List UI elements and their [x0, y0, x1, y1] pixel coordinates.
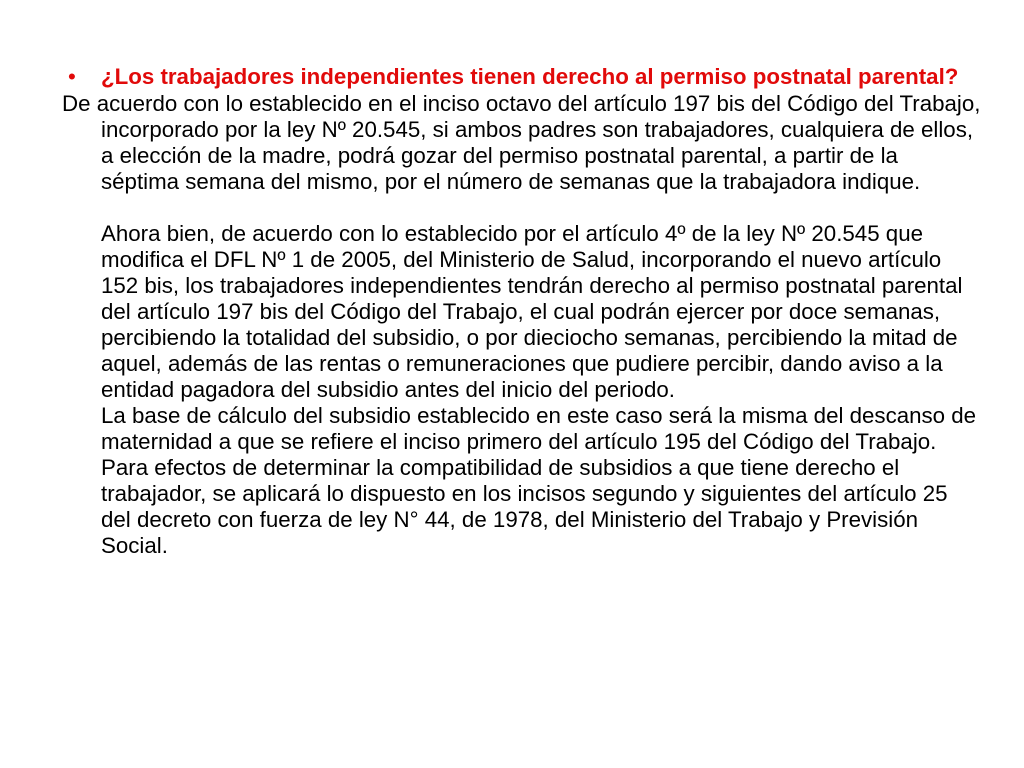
answer-paragraph-2: Ahora bien, de acuerdo con lo establecido por el artículo 4º de la ley Nº 20.545 que modifica el DFL Nº 1 de 2005, del Ministerio de Salud, incorporando el nuevo artículo 152 bis, los trabajadores independientes tendrán derecho al permiso postnatal parental del artículo 197 bis del Código del Trabajo, el cual podrán ejercer por doce semanas, percibiendo la totalidad del subsidio, o por dieciocho semanas, percibiendo la mitad de aquel, además de las rentas o remuneraciones que pudiere percibir, dando aviso a la entidad pagadora del subsidio antes del inicio del periodo.: [101, 221, 963, 402]
answer-paragraph-1: De acuerdo con lo establecido en el inciso octavo del artículo 197 bis del Código del Trabajo, incorporado por la ley Nº 20.545, si ambos padres son trabajadores, cualquiera de ellos, a elección de la madre, podrá gozar del permiso postnatal parental, a partir de la séptima semana del mismo, por el número de semanas que la trabajadora indique.: [62, 91, 981, 194]
question-heading: ¿Los trabajadores independientes tienen derecho al permiso postnatal parental?: [101, 64, 959, 89]
answer-paragraph-3: La base de cálculo del subsidio establecido en este caso será la misma del descanso de maternidad a que se refiere el inciso primero del artículo 195 del Código del Trabajo. Para efectos de determinar la compatibilidad de subsidios a que tiene derecho el trabajador, se aplicará lo dispuesto en los incisos segundo y siguientes del artículo 25 del decreto con fuerza de ley N° 44, de 1978, del Ministerio del Trabajo y Previsión Social.: [101, 403, 977, 558]
paragraph-spacer: [62, 195, 982, 221]
slide-content: [62, 64, 982, 559]
question-bullet: [62, 64, 982, 90]
bullet-marker: •: [68, 64, 76, 89]
